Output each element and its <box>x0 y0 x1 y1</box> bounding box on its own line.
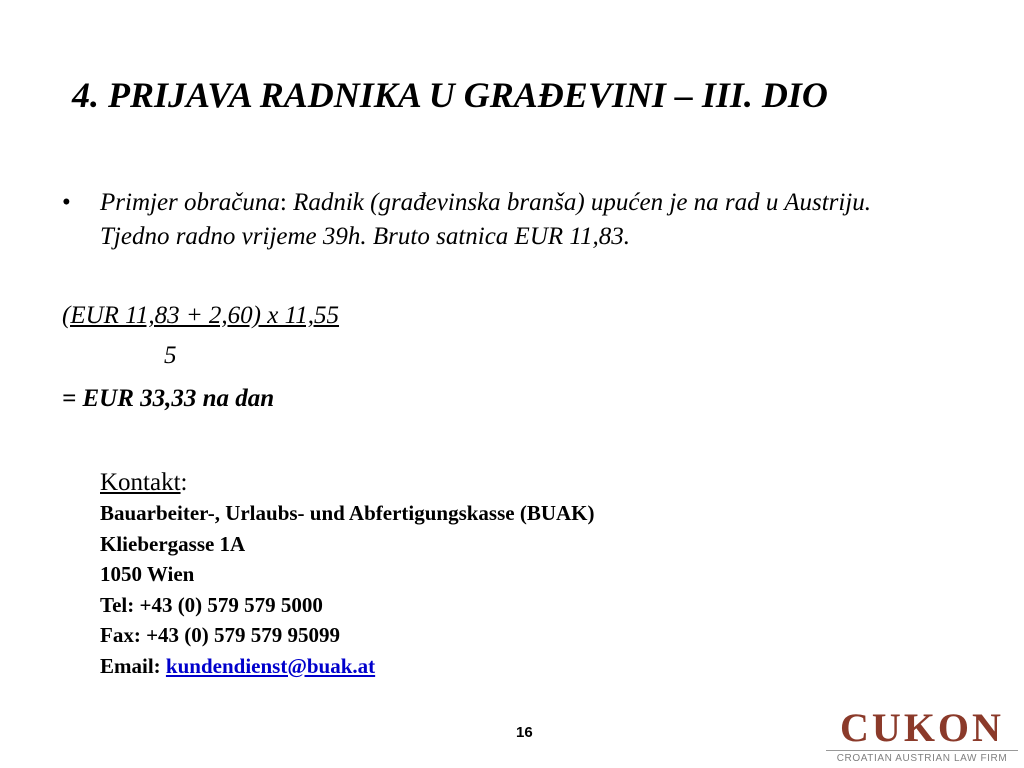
example-text <box>100 186 942 254</box>
contact-block <box>100 468 800 681</box>
contact-street: Kliebergasse 1A <box>100 531 246 556</box>
example-label: Primjer obračuna <box>100 189 280 216</box>
formula-numerator: (EUR 11,83 + 2,60) x 11,55 <box>62 302 340 329</box>
company-logo <box>824 705 1020 764</box>
bullet-icon: • <box>62 189 71 216</box>
contact-heading-label: Kontakt <box>100 469 181 496</box>
example-separator: : <box>279 189 287 216</box>
contact-email-link[interactable]: kundendienst@buak.at <box>165 653 376 678</box>
contact-email-label: Email: <box>100 653 166 678</box>
contact-city: 1050 Wien <box>100 562 195 586</box>
slide-title: 4. PRIJAVA RADNIKA U GRAĐEVINI – III. DIO <box>72 75 828 115</box>
contact-email-line <box>100 651 800 682</box>
logo-tagline: CROATIAN AUSTRIAN LAW FIRM <box>836 753 1008 764</box>
example-bullet <box>62 186 942 254</box>
contact-heading <box>100 468 800 498</box>
contact-tel: Tel: +43 (0) 579 579 5000 <box>100 592 323 617</box>
contact-fax: Fax: +43 (0) 579 579 95099 <box>100 623 341 647</box>
contact-organization: Bauarbeiter-, Urlaubs- und Abfertigungskasse (BUAK) <box>100 501 595 525</box>
example-body: Radnik (građevinska branša) upućen je na rad u Austriju. Tjedno radno vrijeme 39h. Bruto satnica EUR 11,83. <box>100 189 872 250</box>
contact-heading-colon: : <box>180 469 188 496</box>
logo-divider <box>826 750 1018 751</box>
formula-result: = EUR 33,33 na dan <box>62 385 275 412</box>
page-number: 16 <box>516 724 533 741</box>
logo-wordmark: CUKON <box>840 705 1004 750</box>
formula-denominator: 5 <box>164 342 177 369</box>
